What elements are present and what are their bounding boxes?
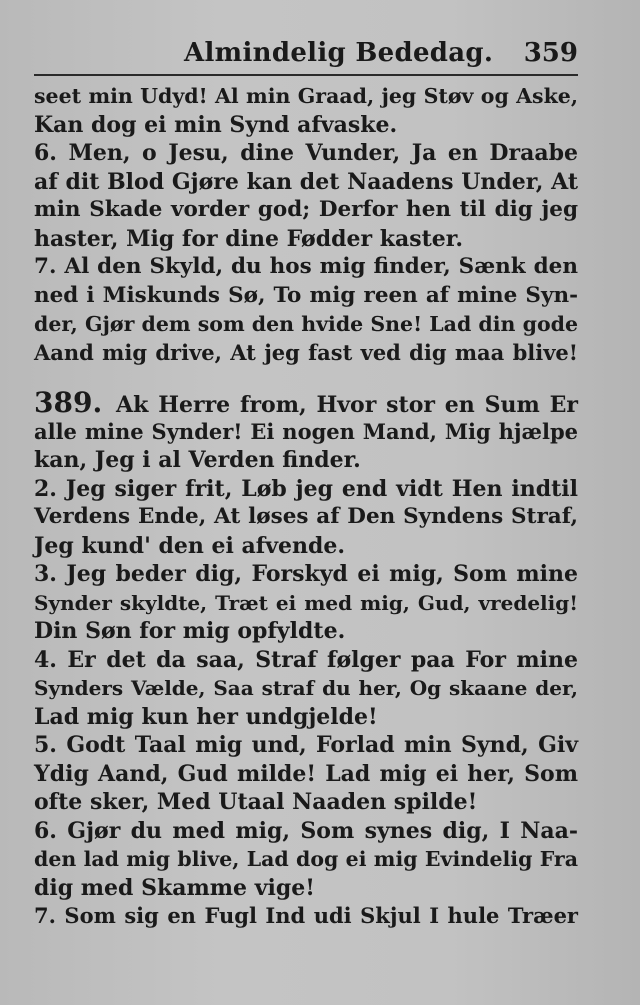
text-line: 6. Gjør du med mig, Som synes dig, I Naa- [34, 817, 578, 844]
text-line: seet min Udyd! Al min Graad, jeg Støv og Aske, [34, 84, 578, 108]
text-line: 5. Godt Taal mig und, Forlad min Synd, Giv [34, 732, 578, 758]
text-line: Verdens Ende, At løses af Den Syndens Straf, [34, 504, 578, 529]
text-line: Synders Vælde, Saa straf du her, Og skaane der, [34, 676, 578, 700]
text-line: Din Søn for mig opfyldte. [34, 618, 346, 644]
text-line: min Skade vorder god; Derfor hen til dig jeg [34, 197, 578, 222]
text-line: 7. Som sig en Fugl Ind udi Skjul I hule Træer [34, 903, 578, 928]
hymn-text [34, 82, 578, 931]
text-line: 3. Jeg beder dig, Forskyd ei mig, Som mine [34, 561, 578, 587]
text-line: Jeg kund' den ei afvende. [34, 532, 346, 559]
running-head: Almindelig Bededag. [184, 38, 494, 68]
text-line: Aand mig drive, At jeg fast ved dig maa blive! [34, 339, 578, 365]
text-line: Kan dog ei min Synd afvaske. [34, 111, 398, 138]
text-line: kan, Jeg i al Verden finder. [34, 447, 361, 473]
stanza-gap [34, 367, 578, 389]
page-header [34, 38, 578, 74]
text-line: dig med Skamme vige! [34, 874, 315, 901]
text-line: Ydig Aand, Gud milde! Lad mig ei her, Som [34, 760, 578, 787]
text-line: 6. Men, o Jesu, dine Vunder, Ja en Draabe [34, 140, 578, 166]
text-line: af dit Blod Gjøre kan det Naadens Under, At [34, 168, 578, 195]
text-line: den lad mig blive, Lad dog ei mig Evindelig Fra [34, 847, 578, 871]
text-line: Lad mig kun her undgjelde! [34, 703, 378, 730]
hymn-number: 389. [34, 386, 103, 419]
hymn-389-first-line [34, 386, 578, 419]
text-line: 7. Al den Skyld, du hos mig finder, Sænk den [34, 254, 578, 279]
text-line: 2. Jeg siger frit, Løb jeg end vidt Hen indtil [34, 475, 578, 502]
text-line: alle mine Synder! Ei nogen Mand, Mig hjælpe [34, 418, 578, 444]
text-line: ofte sker, Med Utaal Naaden spilde! [34, 789, 478, 815]
text-line: ned i Miskunds Sø, To mig reen af mine Syn- [34, 282, 578, 308]
page-number: 359 [523, 38, 578, 68]
text-line: Synder skyldte, Træt ei med mig, Gud, vredelig! [34, 590, 578, 615]
text-line: haster, Mig for dine Fødder kaster. [34, 225, 464, 252]
header-rule [34, 74, 578, 76]
text-line: der, Gjør dem som den hvide Sne! Lad din gode [34, 312, 578, 336]
hymn-first-line-text: Ak Herre from, Hvor stor en Sum Er [106, 392, 578, 418]
text-line: 4. Er det da saa, Straf følger paa For mine [34, 646, 578, 673]
